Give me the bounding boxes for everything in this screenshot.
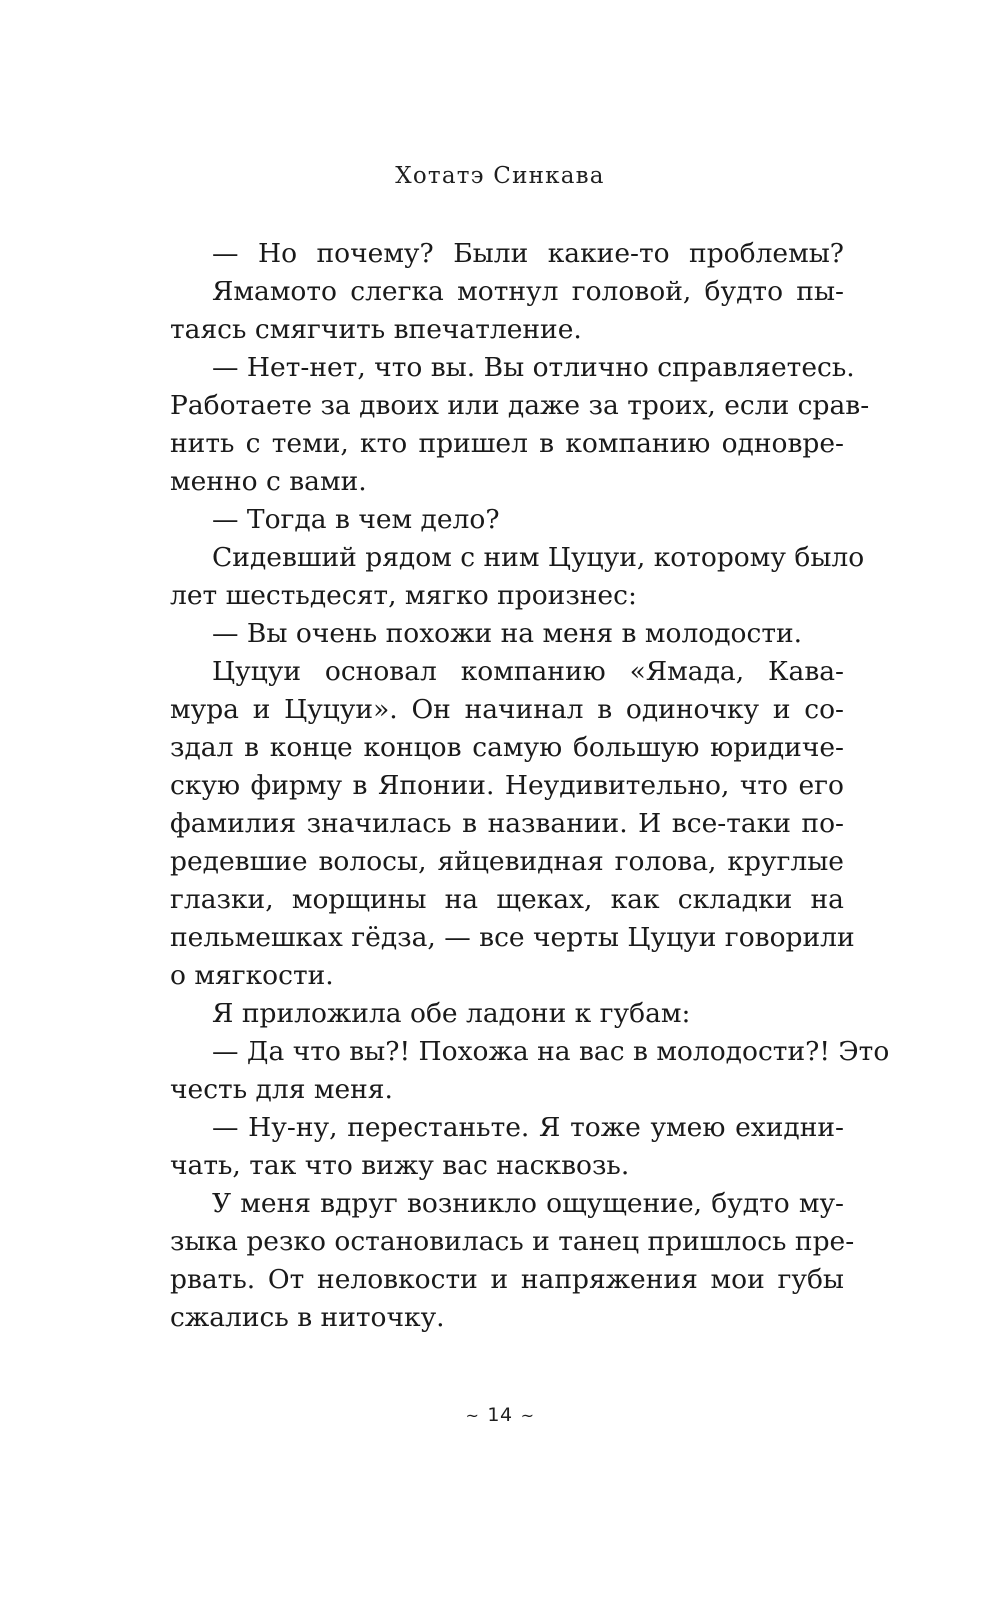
text-line: фамилия значилась в названии. И все-таки по- <box>170 808 844 839</box>
page-number-value: 14 <box>487 1404 513 1426</box>
text-line: Работаете за двоих или даже за троих, если срав- <box>170 390 870 421</box>
text-line: — Нет-нет, что вы. Вы отлично справляетесь. <box>212 352 855 383</box>
text-line: о мягкости. <box>170 960 334 991</box>
text-line: У меня вдруг возникло ощущение, будто му- <box>212 1188 844 1219</box>
text-line: — Тогда в чем дело? <box>212 504 500 535</box>
text-line: — Вы очень похожи на меня в молодости. <box>212 618 803 649</box>
text-line: — Но почему? Были какие-то проблемы? <box>212 238 844 269</box>
text-line: — Ну-ну, перестаньте. Я тоже умею ехидни- <box>212 1112 844 1143</box>
running-head: Хотатэ Синкава <box>395 163 605 189</box>
text-line: глазки, морщины на щеках, как складки на <box>170 884 844 915</box>
text-line: Сидевший рядом с ним Цуцуи, которому было <box>212 542 865 573</box>
text-line: пельмешках гёдза, — все черты Цуцуи говорили <box>170 922 855 953</box>
folio-ornament: ~ <box>520 1406 535 1425</box>
text-line: Я приложила обе ладони к губам: <box>212 998 691 1029</box>
text-line: Ямамото слегка мотнул головой, будто пы- <box>212 276 844 307</box>
text-line: честь для меня. <box>170 1074 393 1105</box>
text-line: нить с теми, кто пришел в компанию одновре- <box>170 428 844 459</box>
folio-ornament: ~ <box>465 1406 480 1425</box>
text-line: Цуцуи основал компанию «Ямада, Кава- <box>212 656 844 687</box>
text-line: мура и Цуцуи». Он начинал в одиночку и со- <box>170 694 844 725</box>
text-line: таясь смягчить впечатление. <box>170 314 582 345</box>
text-line: — Да что вы?! Похожа на вас в молодости?! Это <box>212 1036 890 1067</box>
text-line: редевшие волосы, яйцевидная голова, круглые <box>170 846 844 877</box>
text-line: сжались в ниточку. <box>170 1302 445 1333</box>
text-line: лет шестьдесят, мягко произнес: <box>170 580 637 611</box>
text-line: менно с вами. <box>170 466 367 497</box>
text-line: скую фирму в Японии. Неудивительно, что его <box>170 770 844 801</box>
text-line: рвать. От неловкости и напряжения мои губы <box>170 1264 844 1295</box>
page-number <box>0 1404 1000 1426</box>
text-line: здал в конце концов самую большую юридиче- <box>170 732 844 763</box>
text-line: чать, так что вижу вас насквозь. <box>170 1150 630 1181</box>
text-line: зыка резко остановилась и танец пришлось пре- <box>170 1226 855 1257</box>
